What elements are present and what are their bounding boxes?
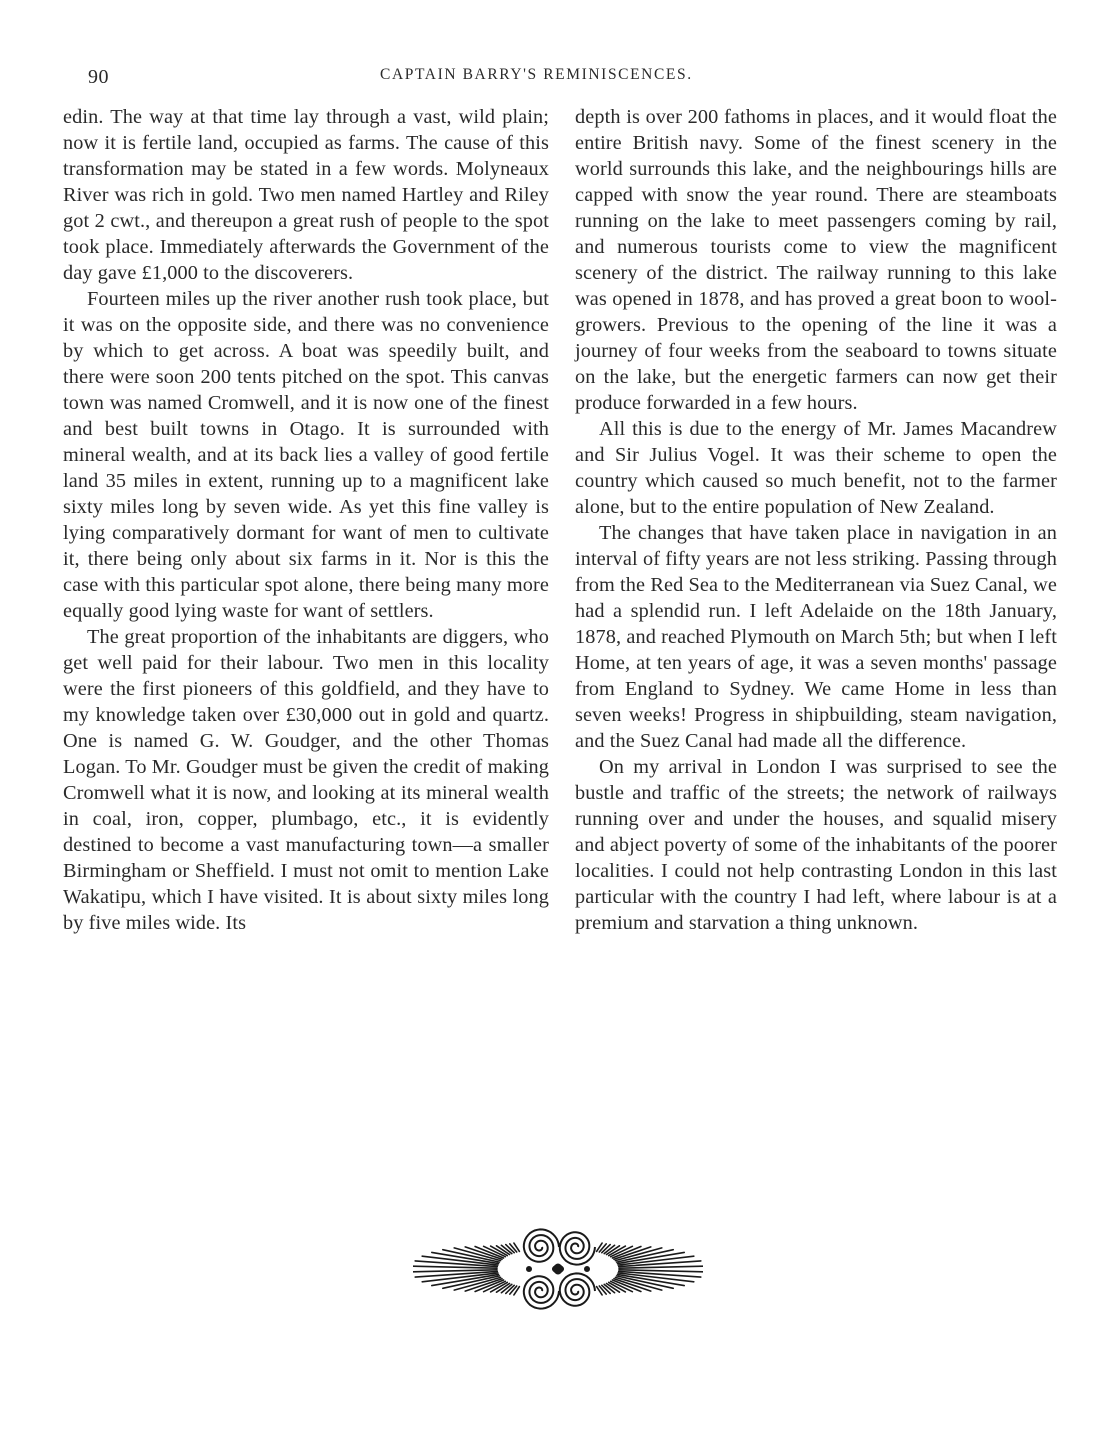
right-paragraph-1: depth is over 200 fathoms in places, and it would float the entire British navy. Some of the finest scenery in the world surrounds this lake, and the neighbourings hills are capped with snow the year round. There are steamboats running on the lake to meet passengers coming by rail, and numerous tourists come to view the magnificent scenery of the district. The railway running to this lake was opened in 1878, and has proved a great boon to wool-growers. Previous to the opening of the line it was a journey of four weeks from the seaboard to towns situate on the lake, but the energetic farmers can now get their produce forwarded in a few hours.: [575, 106, 1057, 414]
right-paragraph-4: On my arrival in London I was surprised to see the bustle and traffic of the streets; the network of railways running over and under the houses, and squalid misery and abject poverty of some of the inhabitants of the poorer localities. I could not help contrasting London in this last particular with the country I had left, where labour is at a premium and starvation a thing unknown.: [575, 756, 1057, 934]
right-paragraph-2: All this is due to the energy of Mr. James Macandrew and Sir Julius Vogel. It was their scheme to open the country which caused so much benefit, not to the farmer alone, but to the entire population of New Zealand.: [575, 418, 1057, 518]
left-column: [63, 104, 549, 936]
page-number: 90: [88, 66, 109, 88]
left-paragraph-2: Fourteen miles up the river another rush took place, but it was on the opposite side, and there was no convenience by which to get across. A boat was speedily built, and there were soon 200 tents pitched on the spot. This canvas town was named Cromwell, and it is now one of the finest and best built towns in Otago. It is surrounded with mineral wealth, and at its back lies a valley of good fertile land 35 miles in extent, running up to a magnificent lake sixty miles long by seven wide. As yet this fine valley is lying comparatively dormant for want of men to cultivate it, there being only about six farms in it. Nor is this the case with this particular spot alone, there being many more equally good lying waste for want of settlers.: [63, 288, 549, 622]
right-column: [575, 104, 1057, 936]
spiral-tailpiece-ornament-icon: [413, 1218, 703, 1320]
running-head: CAPTAIN BARRY'S REMINISCENCES.: [380, 66, 693, 83]
right-paragraph-3: The changes that have taken place in navigation in an interval of fifty years are not less striking. Passing through from the Red Sea to the Mediterranean via Suez Canal, we had a splendid run. I left Adelaide on the 18th January, 1878, and reached Plymouth on March 5th; but when I left Home, at ten years of age, it was a seven months' passage from England to Sydney. We came Home in less than seven weeks! Progress in shipbuilding, steam navigation, and the Suez Canal had made all the difference.: [575, 522, 1057, 752]
left-paragraph-1: edin. The way at that time lay through a vast, wild plain; now it is fertile land, occupied as farms. The cause of this transformation may be stated in a few words. Molyneaux River was rich in gold. Two men named Hartley and Riley got 2 cwt., and thereupon a great rush of people to the spot took place. Immediately afterwards the Government of the day gave £1,000 to the discoverers.: [63, 106, 549, 284]
left-paragraph-3: The great proportion of the inhabitants are diggers, who get well paid for their labour. Two men in this locality were the first pioneers of this goldfield, and they have to my knowledge taken over £30,000 out in gold and quartz. One is named G. W. Goudger, and the other Thomas Logan. To Mr. Goudger must be given the credit of making Cromwell what it is now, and looking at its mineral wealth in coal, iron, copper, plumbago, etc., it is evidently destined to become a vast manufacturing town—a smaller Birmingham or Sheffield. I must not omit to mention Lake Wakatipu, which I have visited. It is about sixty miles long by five miles wide. Its: [63, 626, 549, 934]
